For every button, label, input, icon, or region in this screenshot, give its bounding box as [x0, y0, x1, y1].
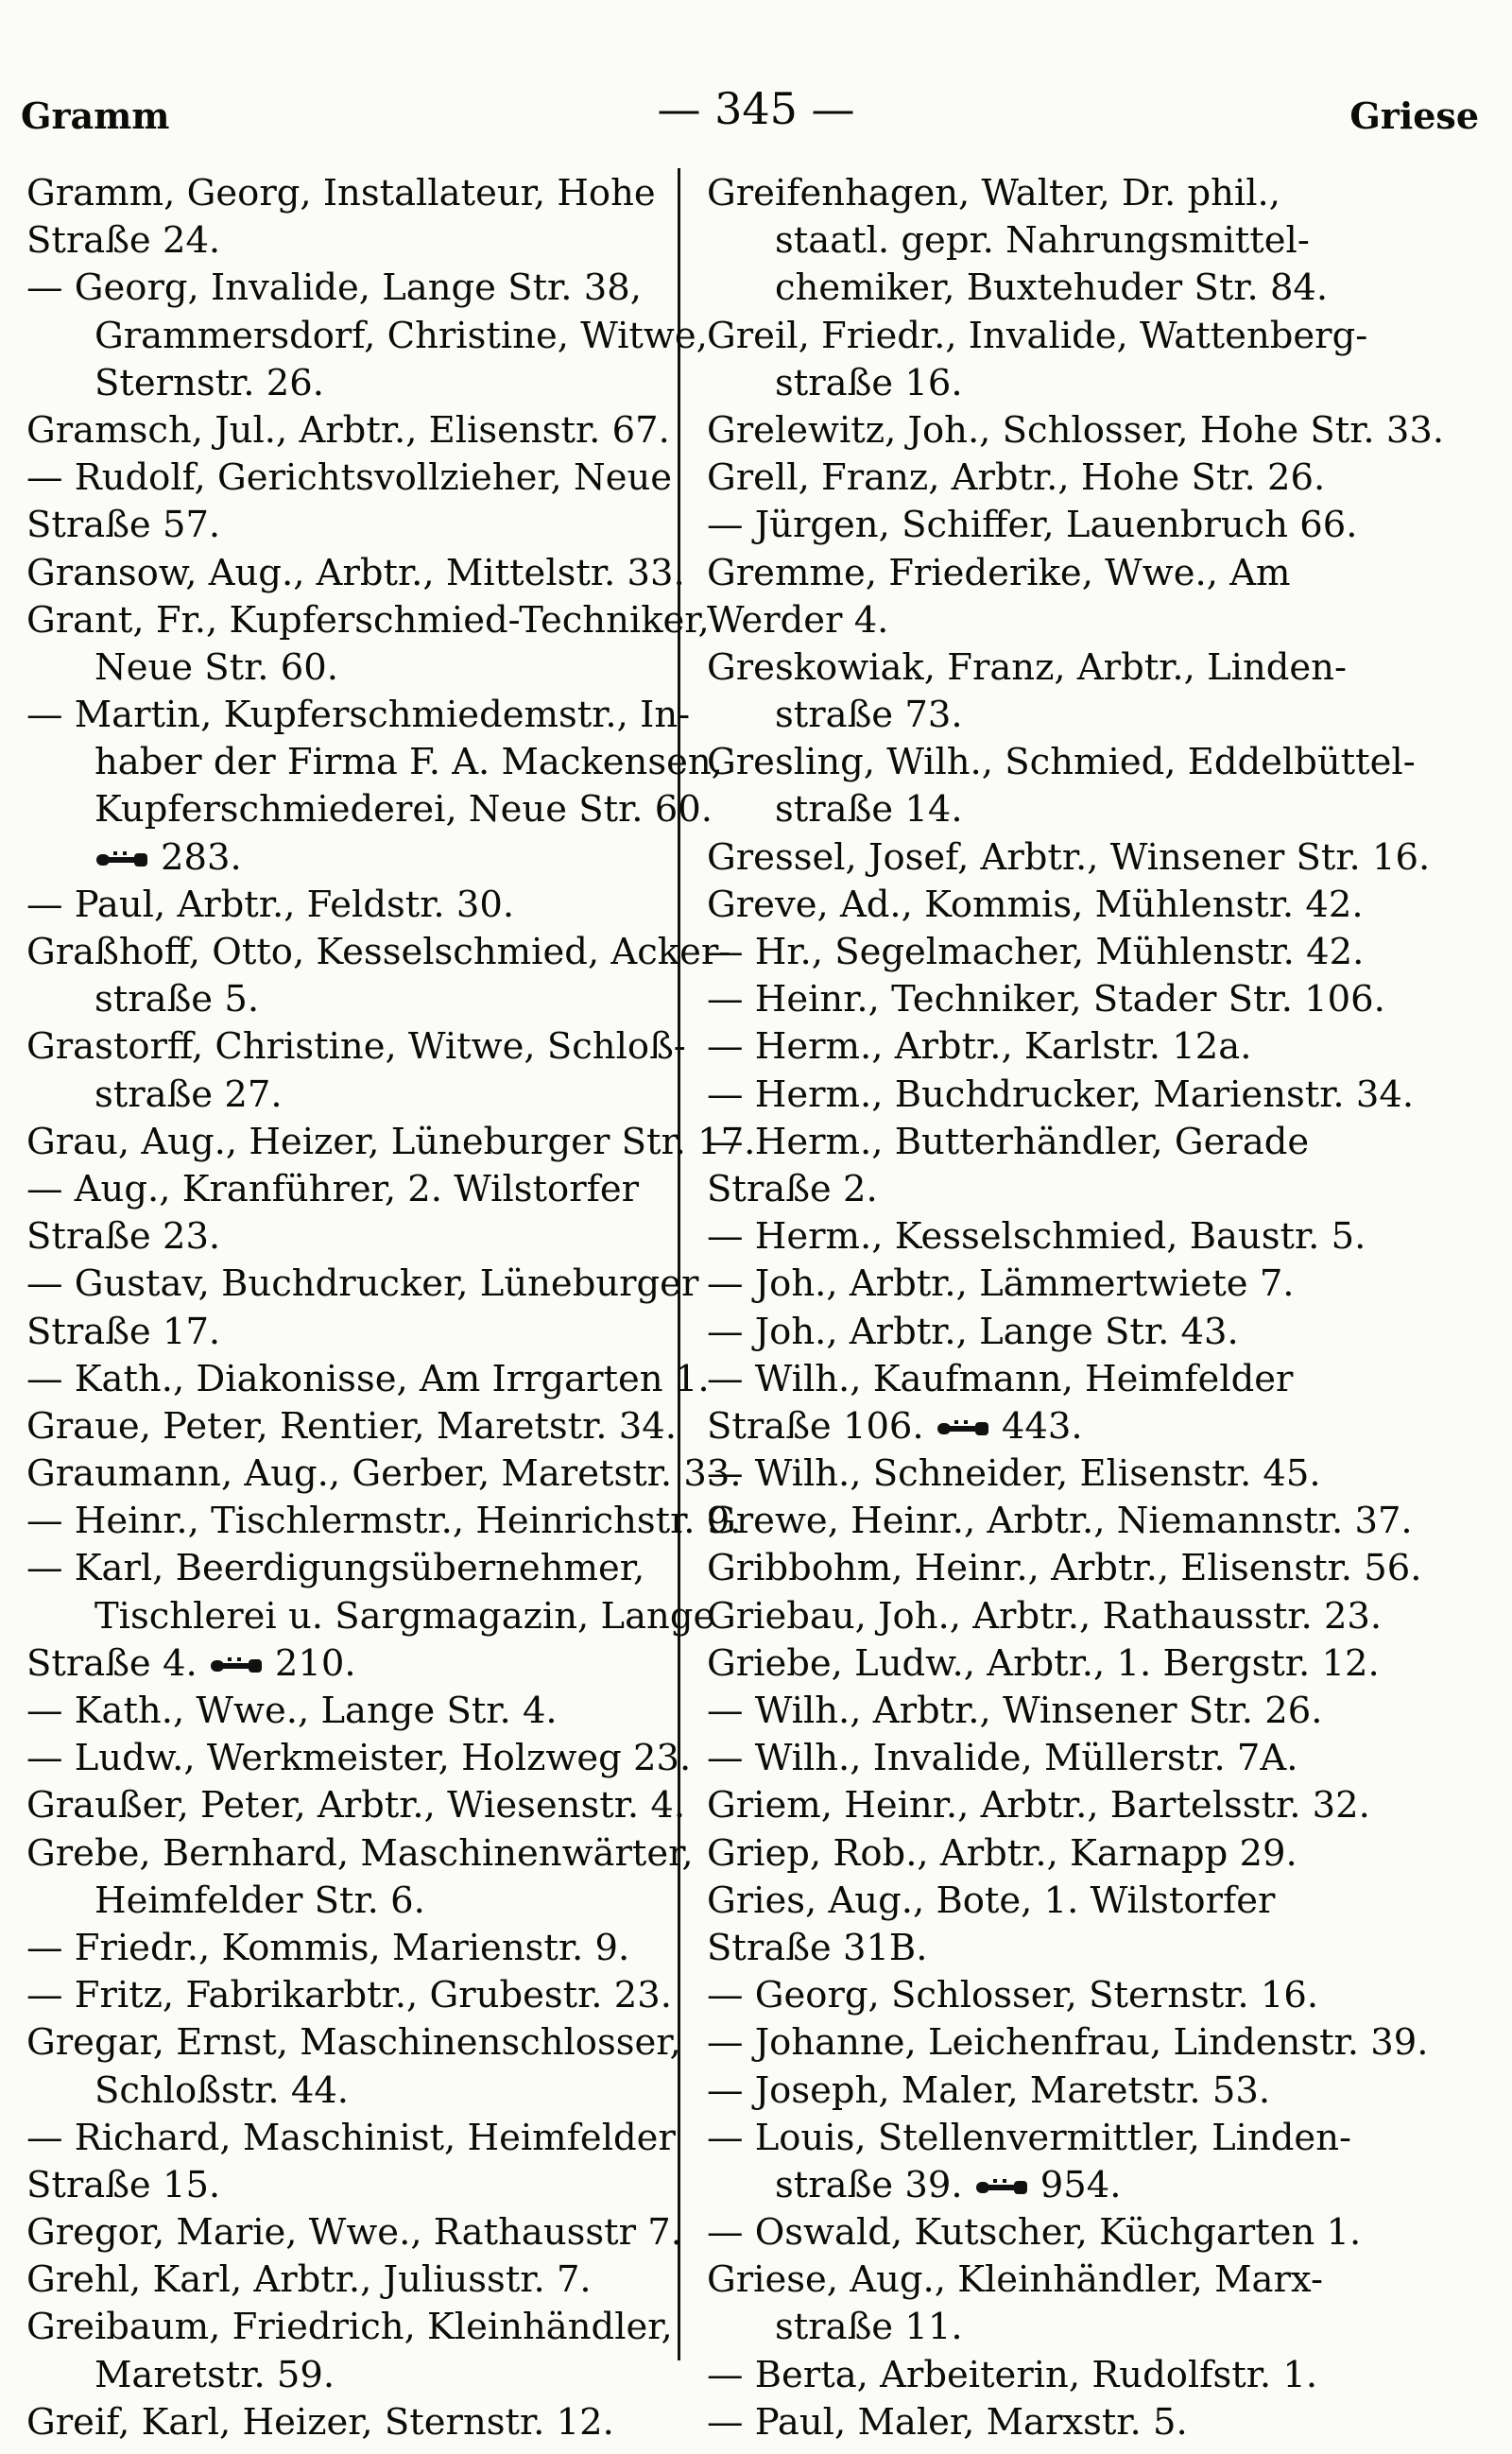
entry-text: Straße 2.	[707, 1167, 878, 1210]
entry-text: Gransow, Aug., Arbtr., Mittelstr. 33.	[26, 551, 685, 594]
entry-text: — Paul, Arbtr., Feldstr. 30.	[26, 883, 515, 926]
entry-text: Greskowiak, Franz, Arbtr., Linden-	[707, 645, 1347, 689]
entry-text: Gramsch, Jul., Arbtr., Elisenstr. 67.	[26, 408, 670, 452]
entry-text: — Oswald, Kutscher, Küchgarten 1.	[707, 2211, 1362, 2255]
entry-text: — Rudolf, Gerichtsvollzieher, Neue	[26, 456, 673, 500]
directory-line	[707, 1213, 1491, 1261]
directory-line	[26, 1972, 672, 2019]
directory-line	[707, 407, 1491, 455]
directory-line	[26, 550, 685, 597]
entry-text: Griem, Heinr., Arbtr., Bartelsstr. 32.	[707, 1784, 1370, 1828]
directory-line	[26, 1023, 686, 1071]
entry-text: Maretstr. 59.	[94, 2353, 335, 2396]
entry-text: Graumann, Aug., Gerber, Maretstr. 33.	[26, 1452, 742, 1496]
directory-line	[707, 2352, 1491, 2399]
entry-text: Kupferschmiederei, Neue Str. 60.	[94, 788, 713, 832]
entry-text: straße 14.	[775, 788, 963, 832]
entry-text: straße 16.	[775, 361, 963, 404]
telephone-icon	[94, 849, 149, 871]
directory-line	[26, 1735, 692, 1782]
directory-line	[707, 1925, 1491, 1972]
entry-text-part: Straße 4.	[26, 1641, 209, 1685]
entry-text: — Paul, Maler, Marxstr. 5.	[707, 2400, 1188, 2444]
entry-text: Heimfelder Str. 6.	[94, 1879, 425, 1922]
running-head-left: Gramm	[21, 94, 170, 137]
phone-number: 954.	[1040, 2163, 1122, 2206]
entry-text: — Wilh., Invalide, Müllerstr. 7A.	[707, 1737, 1298, 1780]
directory-line	[26, 360, 669, 407]
page-header	[0, 83, 1512, 140]
directory-line	[707, 1878, 1491, 1925]
directory-line	[707, 2068, 1491, 2115]
directory-line	[707, 597, 1491, 644]
entry-text: — Georg, Schlosser, Sternstr. 16.	[707, 1974, 1319, 2017]
directory-line	[26, 455, 673, 502]
entry-text: Griese, Aug., Kleinhändler, Marx-	[707, 2258, 1323, 2302]
directory-line	[26, 1166, 669, 1213]
entry-text: staatl. gepr. Nahrungsmittel-	[775, 219, 1310, 263]
directory-line	[26, 2162, 669, 2209]
entry-text-part: Straße 106.	[707, 1404, 936, 1448]
directory-line	[707, 1166, 1491, 1213]
directory-line	[26, 692, 691, 739]
entry-text: — Gustav, Buchdrucker, Lüneburger	[26, 1262, 699, 1306]
directory-line	[26, 786, 713, 833]
directory-line	[707, 1403, 1491, 1450]
directory-line	[707, 455, 1491, 502]
directory-line	[707, 2304, 1491, 2351]
directory-line	[707, 2257, 1491, 2304]
entry-text: — Louis, Stellenvermittler, Linden-	[707, 2116, 1352, 2159]
directory-line	[707, 1119, 1491, 1166]
directory-line	[707, 313, 1491, 360]
entry-text: straße 11.	[775, 2306, 963, 2349]
directory-line	[707, 1309, 1491, 1356]
entry-text: — Aug., Kranführer, 2. Wilstorfer	[26, 1167, 640, 1210]
entry-text: — Wilh., Arbtr., Winsener Str. 26.	[707, 1690, 1323, 1732]
directory-line	[26, 1450, 742, 1498]
directory-line	[26, 170, 669, 217]
entry-text: — Joseph, Maler, Maretstr. 53.	[707, 2068, 1271, 2112]
entry-text: Tischlerei u. Sargmagazin, Lange	[94, 1594, 715, 1638]
entry-text: — Herm., Arbtr., Karlstr. 12a.	[707, 1025, 1252, 1069]
entry-text: Greifenhagen, Walter, Dr. phil.,	[707, 172, 1280, 215]
entry-text: — Hr., Segelmacher, Mühlenstr. 42.	[707, 931, 1365, 973]
telephone-icon	[936, 1417, 990, 1440]
entry-text: Gregor, Marie, Wwe., Rathausstr 7.	[26, 2211, 682, 2255]
entry-text: — Heinr., Techniker, Stader Str. 106.	[707, 978, 1385, 1021]
entry-text: Straße 57.	[26, 504, 221, 547]
directory-line	[707, 834, 1491, 882]
entry-text-part: straße 39.	[775, 2163, 974, 2206]
entry-text: Gries, Aug., Bote, 1. Wilstorfer	[707, 1879, 1276, 1922]
telephone-icon	[974, 2176, 1029, 2199]
entry-text: — Kath., Diakonisse, Am Irrgarten 1.	[26, 1357, 710, 1400]
directory-line	[26, 739, 723, 786]
entry-text: haber der Firma F. A. Mackensen,	[94, 741, 723, 784]
entry-text: — Kath., Wwe., Lange Str. 4.	[26, 1690, 558, 1732]
directory-line	[707, 2399, 1491, 2446]
directory-line	[26, 1782, 686, 1829]
directory-line	[26, 1925, 669, 1972]
directory-line	[26, 2304, 673, 2351]
entry-text: Gregar, Ernst, Maschinenschlosser,	[26, 2021, 681, 2065]
directory-line	[26, 2257, 669, 2304]
entry-text: Straße 24.	[26, 219, 221, 263]
entry-text: Schloßstr. 44.	[94, 2068, 350, 2112]
phone-number: 443.	[1001, 1404, 1083, 1448]
entry-text: — Herm., Buchdrucker, Marienstr. 34.	[707, 1073, 1415, 1116]
directory-line	[26, 313, 708, 360]
entry-text: — Herm., Kesselschmied, Baustr. 5.	[707, 1215, 1366, 1259]
directory-line	[707, 739, 1491, 786]
directory-line	[707, 1450, 1491, 1498]
directory-line	[26, 976, 669, 1023]
page-number: — 345 —	[657, 83, 855, 134]
entry-text: Straße 31B.	[707, 1926, 928, 1969]
directory-line	[26, 2068, 669, 2115]
directory-line	[26, 502, 669, 549]
entry-text: Grell, Franz, Arbtr., Hohe Str. 26.	[707, 456, 1326, 500]
directory-line	[26, 1356, 710, 1403]
directory-line	[707, 1640, 1491, 1688]
entry-text: — Herm., Butterhändler, Gerade	[707, 1120, 1310, 1163]
entry-text: — Wilh., Schneider, Elisenstr. 45.	[707, 1452, 1321, 1496]
entry-text: Sternstr. 26.	[94, 361, 324, 404]
telephone-icon	[209, 1655, 264, 1677]
directory-line	[26, 1213, 669, 1261]
directory-line	[707, 1782, 1491, 1829]
entry-text: Greil, Friedr., Invalide, Wattenberg-	[707, 314, 1368, 357]
entry-text: Gressel, Josef, Arbtr., Winsener Str. 16.	[707, 835, 1431, 879]
directory-line	[707, 882, 1491, 929]
directory-line	[707, 1593, 1491, 1640]
directory-line	[26, 1830, 694, 1878]
directory-line	[26, 929, 731, 976]
directory-line	[26, 1545, 669, 1592]
entry-text: — Heinr., Tischlermstr., Heinrichstr. 9.	[26, 1500, 742, 1543]
left-column	[26, 170, 756, 2446]
directory-line	[707, 786, 1491, 833]
directory-line	[707, 929, 1491, 976]
entry-text: Griebe, Ludw., Arbtr., 1. Bergstr. 12.	[707, 1641, 1380, 1685]
entry-text: Grebe, Bernhard, Maschinenwärter,	[26, 1831, 694, 1875]
directory-line	[26, 1403, 677, 1450]
entry-text: Grant, Fr., Kupferschmied-Techniker,	[26, 598, 710, 642]
entry-text: Neue Str. 60.	[94, 645, 339, 689]
entry-text: 283.	[161, 835, 242, 879]
directory-line	[26, 407, 669, 455]
directory-line	[26, 217, 669, 265]
directory-line	[26, 1498, 742, 1545]
directory-line	[707, 1972, 1491, 2019]
entry-text: straße 73.	[775, 694, 963, 737]
entry-text: Greve, Ad., Kommis, Mühlenstr. 42.	[707, 883, 1364, 926]
directory-line	[26, 2399, 669, 2446]
directory-line	[26, 1593, 715, 1640]
entry-text: Griep, Rob., Arbtr., Karnapp 29.	[707, 1831, 1297, 1875]
directory-line	[26, 1640, 669, 1688]
directory-line	[26, 2019, 681, 2067]
entry-text: Greibaum, Friedrich, Kleinhändler,	[26, 2306, 673, 2349]
directory-line	[707, 2019, 1491, 2067]
entry-text: — Ludw., Werkmeister, Holzweg 23.	[26, 1737, 692, 1780]
entry-text: Graußer, Peter, Arbtr., Wiesenstr. 4.	[26, 1784, 686, 1828]
entry-text: Greif, Karl, Heizer, Sternstr. 12.	[26, 2400, 614, 2444]
entry-text: straße 27.	[94, 1073, 283, 1116]
directory-line	[707, 1735, 1491, 1782]
directory-line	[26, 1072, 669, 1119]
directory-line	[707, 1545, 1491, 1592]
directory-line	[26, 1878, 669, 1925]
entry-text: Straße 17.	[26, 1310, 221, 1353]
directory-line	[707, 550, 1491, 597]
entry-text: — Fritz, Fabrikarbtr., Grubestr. 23.	[26, 1974, 672, 2017]
directory-line	[707, 644, 1491, 692]
directory-line	[707, 692, 1491, 739]
entry-text: — Johanne, Leichenfrau, Lindenstr. 39.	[707, 2021, 1429, 2065]
entry-text: Grewe, Heinr., Arbtr., Niemannstr. 37.	[707, 1500, 1413, 1543]
directory-line	[707, 265, 1491, 312]
directory-line	[707, 360, 1491, 407]
directory-line	[26, 2115, 676, 2162]
directory-line	[707, 170, 1491, 217]
directory-line	[26, 597, 710, 644]
directory-line	[707, 1072, 1491, 1119]
directory-line	[26, 834, 669, 882]
entry-text: — Berta, Arbeiterin, Rudolfstr. 1.	[707, 2353, 1318, 2396]
directory-line	[26, 1688, 669, 1735]
entry-text: — Jürgen, Schiffer, Lauenbruch 66.	[707, 504, 1358, 547]
entry-text: — Martin, Kupferschmiedemstr., In-	[26, 694, 691, 737]
entry-text: chemiker, Buxtehuder Str. 84.	[775, 266, 1329, 310]
entry-text: Werder 4.	[707, 598, 889, 642]
running-head-right: Griese	[1349, 94, 1479, 137]
directory-line	[707, 2115, 1491, 2162]
directory-line	[26, 2209, 682, 2257]
directory-line	[707, 1356, 1491, 1403]
entry-text: — Joh., Arbtr., Lange Str. 43.	[707, 1310, 1239, 1353]
entry-text: — Wilh., Kaufmann, Heimfelder	[707, 1357, 1294, 1400]
entry-text: Straße 23.	[26, 1215, 221, 1259]
directory-line	[707, 2162, 1491, 2209]
entry-text: Gribbohm, Heinr., Arbtr., Elisenstr. 56.	[707, 1547, 1422, 1590]
entry-text: Grastorff, Christine, Witwe, Schloß-	[26, 1025, 686, 1069]
directory-line	[26, 644, 669, 692]
directory-line	[707, 1688, 1491, 1735]
entry-text: Grammersdorf, Christine, Witwe,	[94, 314, 708, 357]
directory-line	[26, 2352, 669, 2399]
phone-number: 210.	[274, 1641, 356, 1685]
directory-line	[707, 2209, 1491, 2257]
entry-text: — Karl, Beerdigungsübernehmer,	[26, 1547, 645, 1590]
entry-text: — Georg, Invalide, Lange Str. 38,	[26, 266, 642, 310]
directory-line	[707, 1830, 1491, 1878]
entry-text: — Friedr., Kommis, Marienstr. 9.	[26, 1926, 630, 1969]
entry-text: Graue, Peter, Rentier, Maretstr. 34.	[26, 1404, 677, 1448]
directory-line	[707, 1023, 1491, 1071]
entry-text: Grehl, Karl, Arbtr., Juliusstr. 7.	[26, 2258, 592, 2302]
entry-text: Grelewitz, Joh., Schlosser, Hohe Str. 33.	[707, 408, 1445, 452]
entry-text: — Richard, Maschinist, Heimfelder	[26, 2116, 676, 2159]
directory-line	[26, 1309, 669, 1356]
entry-text: — Joh., Arbtr., Lämmertwiete 7.	[707, 1262, 1295, 1306]
directory-line	[707, 1261, 1491, 1308]
directory-line	[26, 1261, 699, 1308]
right-column	[707, 170, 1491, 2446]
entry-text: Graßhoff, Otto, Kesselschmied, Acker-	[26, 931, 731, 973]
entry-text: Griebau, Joh., Arbtr., Rathausstr. 23.	[707, 1594, 1383, 1638]
entry-text: straße 5.	[94, 978, 260, 1021]
directory-line	[707, 502, 1491, 549]
entry-text: Gresling, Wilh., Schmied, Eddelbüttel-	[707, 741, 1416, 784]
directory-line	[26, 1119, 756, 1166]
entry-text: Gremme, Friederike, Wwe., Am	[707, 551, 1291, 594]
entry-text: Gramm, Georg, Installateur, Hohe	[26, 172, 656, 215]
directory-line	[26, 265, 669, 312]
directory-line	[707, 217, 1491, 265]
directory-line	[26, 882, 669, 929]
entry-text: Straße 15.	[26, 2163, 221, 2206]
entry-text: Grau, Aug., Heizer, Lüneburger Str. 17.	[26, 1120, 756, 1163]
directory-line	[707, 976, 1491, 1023]
directory-line	[707, 1498, 1491, 1545]
